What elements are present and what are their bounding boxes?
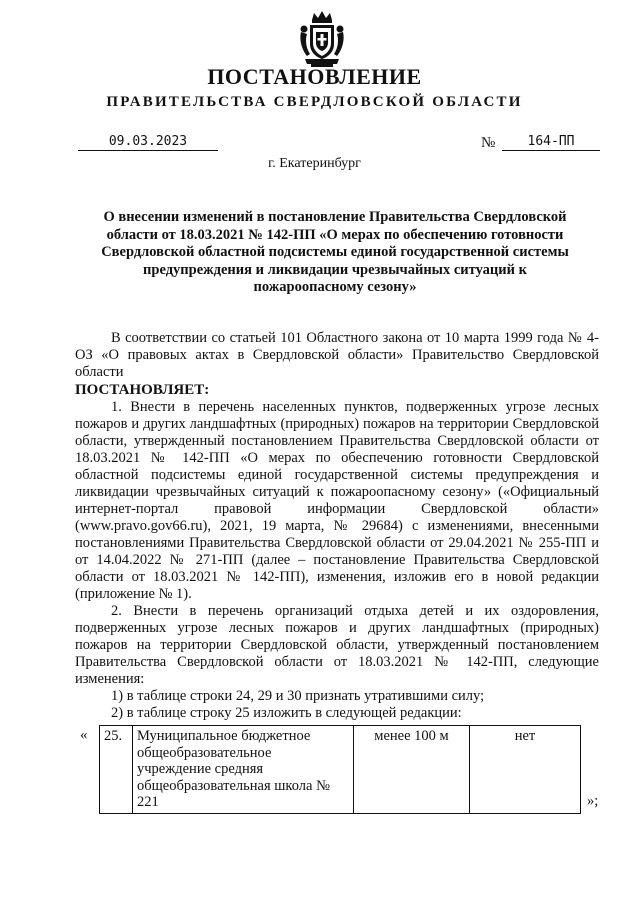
document-body xyxy=(75,330,599,722)
document-date: 09.03.2023 xyxy=(78,134,218,151)
amendment-table xyxy=(99,725,581,814)
preamble-paragraph: В соответствии со статьей 101 Областного закона от 10 марта 1999 года № 4-ОЗ «О правовых актах в Свердловской области» Правительство Свердловской области xyxy=(75,330,599,380)
decree-heading: ПОСТАНОВЛЯЕТ: xyxy=(75,382,210,398)
document-type: ПОСТАНОВЛЕНИЕ xyxy=(207,64,422,89)
document-title: О внесении изменений в постановление Правительства Свердловской области от 18.03.2021 № 142-ПП «О мерах по обеспечению готовности Свердловской областной подсистемы единой государственной системы предупреждения и ликвидации чрезвычайных ситуаций к пожароопасному сезону» xyxy=(101,209,569,295)
issuing-organization: ПРАВИТЕЛЬСТВА СВЕРДЛОВСКОЙ ОБЛАСТИ xyxy=(106,94,523,110)
document-number: 164-ПП xyxy=(502,134,600,151)
subitem-1: 1) в таблице строки 24, 29 и 30 признать утратившими силу; xyxy=(111,688,485,704)
paragraph-1: 1. Внести в перечень населенных пунктов, подверженных угрозе лесных пожаров и других ландшафтных (природных) пожаров на территории Свердловской области, утвержденный постановлением Правительства Свердловской области от 18.03.2021 № 142-ПП «О мерах по обеспечению готовности Свердловской областной подсистемы единой государственной системы предупреждения и ликвидации чрезвычайных ситуаций к пожароопасному сезону» («Официальный интернет-портал правовой информации Свердловской области» (www.pravo.gov66.ru), 2021, 19 марта, № 29684) с изменениями, внесенными постановлениями Правительства Свердловской области от 29.04.2021 № 255-ПП и от 14.04.2022 № 271-ПП (далее – постановление Правительства Свердловской области от 18.03.2021 № 142-ПП), изменения, изложив его в новой редакции (приложение № 1). xyxy=(75,399,599,602)
document-city: г. Екатеринбург xyxy=(268,156,361,171)
coat-of-arms-icon xyxy=(297,10,347,68)
open-quote: « xyxy=(80,727,88,743)
subitem-2: 2) в таблице строку 25 изложить в следующей редакции: xyxy=(111,705,462,721)
number-label: № xyxy=(481,135,496,151)
flag-cell: нет xyxy=(470,726,581,814)
distance-cell: менее 100 м xyxy=(354,726,470,814)
close-quote: »; xyxy=(587,793,599,809)
table-row xyxy=(100,726,581,814)
organization-name-cell: Муниципальное бюджетное общеобразовательное учреждение средняя общеобразовательная школа № 221 xyxy=(133,726,354,814)
row-number-cell: 25. xyxy=(100,726,133,814)
amendment-table-block xyxy=(75,725,605,815)
paragraph-2: 2. Внести в перечень организаций отдыха детей и их оздоровления, подверженных угрозе лесных пожаров и других ландшафтных (природных) пожаров на территории Свердловской области, утвержденный постановлением Правительства Свердловской области от 18.03.2021 № 142-ПП, следующие изменения: xyxy=(75,603,599,687)
